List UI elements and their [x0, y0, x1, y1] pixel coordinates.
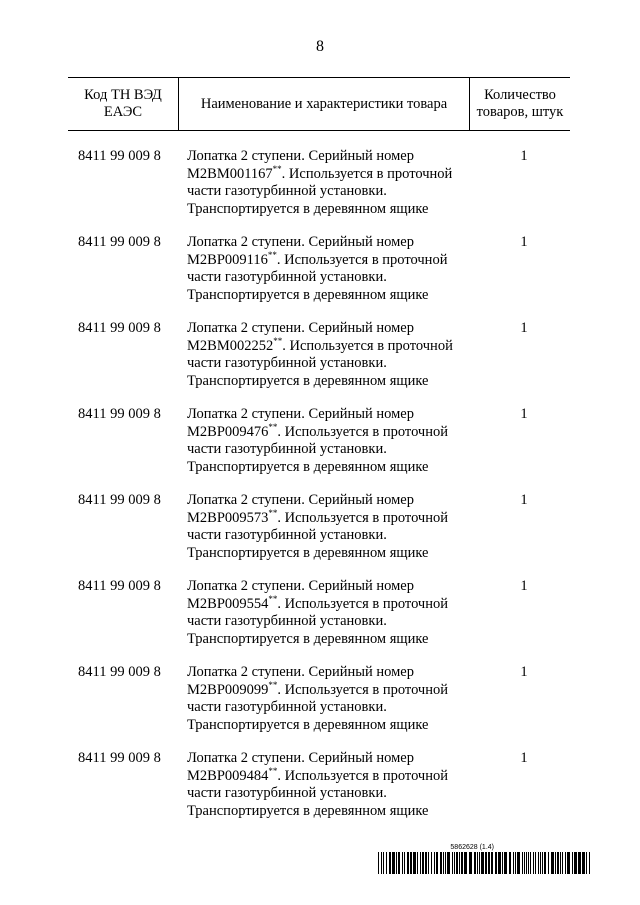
desc-line4: Транспортируется в деревянном ящике — [187, 630, 429, 647]
row-quantity: 1 — [520, 664, 528, 680]
row-code: 8411 99 009 8 — [78, 492, 161, 508]
header-quantity: Количество товаров, штук — [476, 87, 564, 120]
row-code: 8411 99 009 8 — [78, 750, 161, 766]
document-stamp — [378, 844, 590, 874]
row-quantity: 1 — [520, 492, 528, 508]
row-description — [187, 492, 487, 562]
desc-line1: Лопатка 2 ступени. Серийный номер — [187, 148, 414, 164]
row-code: 8411 99 009 8 — [78, 578, 161, 594]
row-description — [187, 406, 487, 476]
desc-rest: . Используется в проточной — [277, 423, 448, 440]
desc-line4: Транспортируется в деревянном ящике — [187, 802, 429, 819]
row-description — [187, 148, 487, 218]
desc-rest: . Используется в проточной — [282, 337, 453, 354]
desc-line1: Лопатка 2 ступени. Серийный номер — [187, 320, 414, 336]
footnote-mark: ** — [268, 765, 278, 776]
row-quantity: 1 — [520, 148, 528, 164]
footnote-mark: ** — [268, 507, 278, 518]
desc-line4: Транспортируется в деревянном ящике — [187, 458, 429, 475]
row-quantity: 1 — [520, 578, 528, 594]
table-row — [68, 406, 570, 492]
footnote-mark: ** — [267, 249, 277, 260]
row-description — [187, 320, 487, 390]
desc-rest: . Используется в проточной — [277, 767, 448, 784]
table-row — [68, 234, 570, 320]
desc-rest: . Используется в проточной — [281, 165, 453, 182]
footnote-mark: ** — [268, 593, 278, 604]
desc-serial: M2BP009554 — [187, 595, 269, 612]
desc-line1: Лопатка 2 ступени. Серийный номер — [187, 750, 414, 766]
desc-line3: части газотурбинной установки. — [187, 699, 387, 715]
row-code: 8411 99 009 8 — [78, 234, 161, 250]
row-description — [187, 234, 487, 304]
desc-line3: части газотурбинной установки. — [187, 269, 387, 285]
footnote-mark: ** — [273, 335, 283, 346]
stamp-code: 5862628 (1.4) — [450, 844, 494, 851]
desc-line4: Транспортируется в деревянном ящике — [187, 716, 429, 733]
table-row — [68, 664, 570, 750]
row-quantity: 1 — [520, 320, 528, 336]
desc-line4: Транспортируется в деревянном ящике — [187, 372, 429, 389]
desc-rest: . Используется в проточной — [277, 681, 448, 698]
desc-line4: Транспортируется в деревянном ящике — [187, 544, 429, 561]
desc-line3: части газотурбинной установки. — [187, 613, 387, 629]
desc-line3: части газотурбинной установки. — [187, 355, 387, 371]
row-quantity: 1 — [520, 406, 528, 422]
desc-rest: . Используется в проточной — [277, 595, 448, 612]
desc-line3: части газотурбинной установки. — [187, 527, 387, 543]
header-code: Код ТН ВЭД ЕАЭС — [68, 78, 179, 130]
desc-line1: Лопатка 2 ступени. Серийный номер — [187, 664, 414, 680]
footnote-mark: ** — [268, 679, 278, 690]
page-number: 8 — [316, 38, 324, 55]
desc-line1: Лопатка 2 ступени. Серийный номер — [187, 234, 414, 250]
table-body — [68, 148, 570, 836]
table-row — [68, 578, 570, 664]
row-description — [187, 578, 487, 648]
desc-serial: M2BP009476 — [187, 423, 269, 440]
footnote-mark: ** — [268, 421, 278, 432]
desc-rest: . Используется в проточной — [277, 509, 448, 526]
desc-line3: части газотурбинной установки. — [187, 785, 387, 801]
desc-serial: M2BP009484 — [187, 767, 269, 784]
desc-line4: Транспортируется в деревянном ящике — [187, 286, 429, 303]
row-description — [187, 664, 487, 734]
row-quantity: 1 — [520, 234, 528, 250]
desc-line3: части газотурбинной установки. — [187, 183, 387, 199]
table-header — [68, 77, 570, 131]
table-row — [68, 320, 570, 406]
table-row — [68, 750, 570, 836]
desc-serial: M2BP009573 — [187, 509, 269, 526]
table-row — [68, 492, 570, 578]
desc-serial: M2BP009116 — [187, 251, 268, 268]
row-quantity: 1 — [520, 750, 528, 766]
row-code: 8411 99 009 8 — [78, 148, 161, 164]
header-name: Наименование и характеристики товара — [179, 78, 470, 130]
desc-line4: Транспортируется в деревянном ящике — [187, 200, 429, 217]
desc-rest: . Используется в проточной — [276, 251, 448, 268]
desc-line1: Лопатка 2 ступени. Серийный номер — [187, 578, 414, 594]
row-description — [187, 750, 487, 820]
desc-line3: части газотурбинной установки. — [187, 441, 387, 457]
desc-line1: Лопатка 2 ступени. Серийный номер — [187, 492, 414, 508]
row-code: 8411 99 009 8 — [78, 406, 161, 422]
desc-serial: M2BM002252 — [187, 337, 274, 354]
row-code: 8411 99 009 8 — [78, 320, 161, 336]
footnote-mark: ** — [272, 163, 282, 174]
barcode-icon — [378, 852, 590, 874]
desc-serial: M2BM001167 — [187, 165, 273, 182]
table-row — [68, 148, 570, 234]
row-code: 8411 99 009 8 — [78, 664, 161, 680]
desc-serial: M2BP009099 — [187, 681, 269, 698]
desc-line1: Лопатка 2 ступени. Серийный номер — [187, 406, 414, 422]
